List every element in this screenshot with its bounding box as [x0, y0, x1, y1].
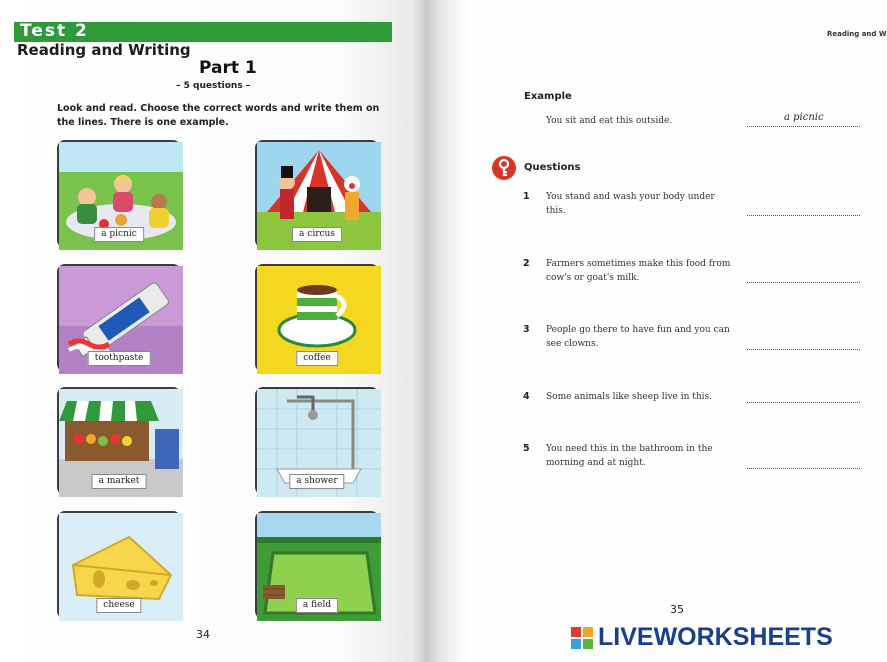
- picture-card-shower: [255, 387, 379, 495]
- picture-caption: cheese: [96, 598, 141, 613]
- key-icon: [492, 156, 516, 180]
- question-number: 1: [523, 191, 530, 202]
- question-text: You need this in the bathroom in the morning and at night.: [546, 444, 713, 468]
- picture-caption: a circus: [292, 227, 342, 242]
- example-heading: Example: [524, 91, 572, 102]
- liveworksheets-logo-icon: [571, 627, 593, 649]
- page-number-right: 35: [670, 603, 684, 616]
- example-answer: a picnic: [784, 112, 824, 123]
- part-subtitle: – 5 questions –: [176, 81, 251, 91]
- example-question: You sit and eat this outside.: [546, 116, 673, 126]
- question-text: You stand and wash your body under this.: [546, 192, 715, 216]
- picture-card-cheese: [57, 511, 181, 619]
- picture-card-picnic: [57, 140, 181, 248]
- answer-line-4[interactable]: [747, 401, 860, 403]
- test-label: Test 2: [20, 21, 89, 41]
- section-title: Reading and Writing: [17, 41, 191, 59]
- picture-card-market: [57, 387, 181, 495]
- question-number: 3: [523, 324, 530, 335]
- question-number: 5: [523, 443, 530, 454]
- instructions: Look and read. Choose the correct words and write them on the lines. There is one example.: [57, 103, 380, 128]
- answer-line-2[interactable]: [747, 281, 860, 283]
- picture-card-field: [255, 511, 379, 619]
- picture-card-circus: [255, 140, 379, 248]
- picture-card-coffee: [255, 264, 379, 372]
- picture-caption: toothpaste: [88, 351, 151, 366]
- question-text: People go there to have fun and you can see clowns.: [546, 325, 730, 349]
- question-text: Some animals like sheep live in this.: [546, 392, 713, 402]
- questions-heading: Questions: [524, 162, 581, 173]
- answer-line-3[interactable]: [747, 348, 860, 350]
- question-number: 4: [523, 391, 530, 402]
- part-title: Part 1: [199, 58, 257, 78]
- running-head: Reading and W: [827, 30, 887, 38]
- page-number-left: 34: [196, 628, 210, 641]
- liveworksheets-logo: [571, 624, 867, 654]
- answer-line-5[interactable]: [747, 467, 860, 469]
- picture-caption: a picnic: [94, 227, 144, 242]
- liveworksheets-logo-text: LIVEWORKSHEETS: [598, 623, 833, 651]
- picture-card-toothpaste: [57, 264, 181, 372]
- example-answer-line: [747, 125, 860, 127]
- answer-line-1[interactable]: [747, 214, 860, 216]
- book-gutter: [425, 0, 467, 662]
- question-number: 2: [523, 258, 530, 269]
- picture-caption: a market: [92, 474, 147, 489]
- question-text: Farmers sometimes make this food from cow's or goat's milk.: [546, 259, 731, 283]
- picture-caption: a shower: [289, 474, 344, 489]
- picture-caption: a field: [296, 598, 338, 613]
- picture-caption: coffee: [296, 351, 338, 366]
